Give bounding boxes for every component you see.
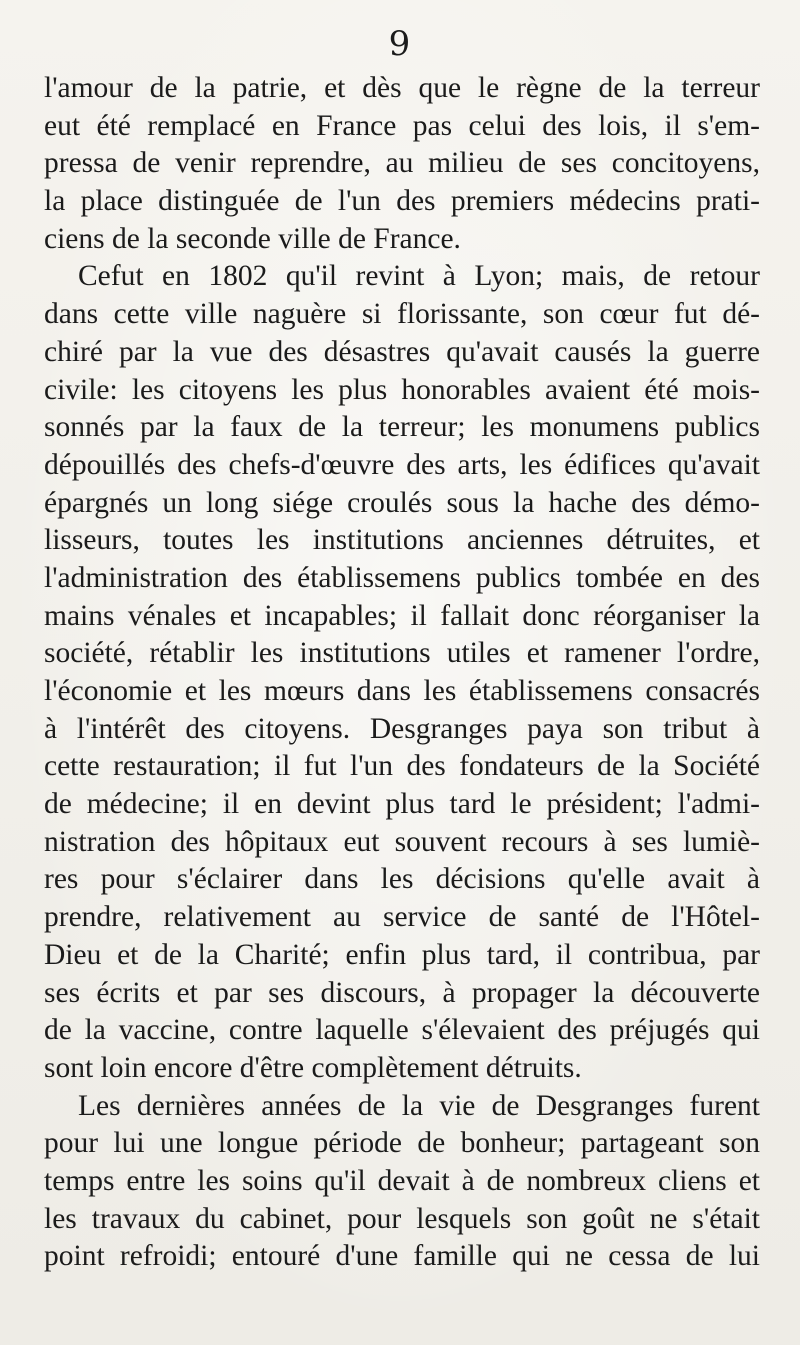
- text-line: sont loin encore d'être complètement détruits.: [44, 1051, 582, 1084]
- text-line: ciens de la seconde ville de France.: [44, 222, 461, 255]
- text-line: dépouillés des chefs-d'œuvre des arts, les édifices qu'avait: [44, 448, 760, 481]
- text-line: à l'intérêt des citoyens. Desgranges paya son tribut à: [44, 712, 760, 745]
- text-line: eut été remplacé en France pas celui des lois, il s'em-: [44, 109, 760, 142]
- text-line: Les dernières années de la vie de Desgranges furent: [78, 1089, 760, 1122]
- paragraph-2: [44, 258, 760, 1087]
- text-line: la place distinguée de l'un des premiers médecins prati-: [44, 185, 760, 218]
- text-line: ses écrits et par ses discours, à propager la découverte: [44, 976, 760, 1009]
- text-line: cette restauration; il fut l'un des fondateurs de la Société: [44, 750, 760, 783]
- text-line: chiré par la vue des désastres qu'avait causés la guerre: [44, 335, 760, 368]
- text-line: point refroidi; entouré d'une famille qui ne cessa de lui: [44, 1240, 760, 1273]
- text-line: pressa de venir reprendre, au milieu de ses concitoyens,: [44, 147, 760, 180]
- text-line: société, rétablir les institutions utiles et ramener l'ordre,: [44, 637, 760, 670]
- page-number: 9: [388, 24, 412, 64]
- text-line: épargnés un long siége croulés sous la hache des démo-: [44, 486, 760, 519]
- text-line: l'économie et les mœurs dans les établissemens consacrés: [44, 675, 760, 707]
- text-line: Dieu et de la Charité; enfin plus tard, il contribua, par: [44, 938, 760, 971]
- text-line: de médecine; il en devint plus tard le président; l'admi-: [44, 788, 760, 821]
- body-text: [44, 70, 760, 1276]
- text-line: les travaux du cabinet, pour lesquels son goût ne s'était: [44, 1202, 760, 1235]
- text-line: res pour s'éclairer dans les décisions qu'elle avait à: [44, 863, 760, 896]
- text-line: civile: les citoyens les plus honorables avaient été mois-: [44, 373, 760, 406]
- text-line: l'administration des établissemens publics tombée en des: [44, 561, 760, 594]
- text-line: dans cette ville naguère si florissante, son cœur fut dé-: [44, 298, 760, 331]
- paragraph-1: [44, 70, 760, 258]
- text-line: mains vénales et incapables; il fallait donc réorganiser la: [44, 599, 760, 632]
- text-line: pour lui une longue période de bonheur; partageant son: [44, 1127, 760, 1160]
- text-line: sonnés par la faux de la terreur; les monumens publics: [44, 411, 760, 444]
- text-line: lisseurs, toutes les institutions anciennes détruites, et: [44, 524, 760, 557]
- text-line: de la vaccine, contre laquelle s'élevaient des préjugés qui: [44, 1014, 760, 1047]
- text-line: temps entre les soins qu'il devait à de nombreux cliens et: [44, 1164, 760, 1197]
- paragraph-3: [44, 1088, 760, 1276]
- text-line: l'amour de la patrie, et dès que le règne de la terreur: [44, 72, 760, 104]
- text-line: nistration des hôpitaux eut souvent recours à ses lumiè-: [44, 825, 760, 858]
- text-line: Cefut en 1802 qu'il revint à Lyon; mais, de retour: [78, 260, 760, 293]
- text-line: prendre, relativement au service de santé de l'Hôtel-: [44, 901, 760, 934]
